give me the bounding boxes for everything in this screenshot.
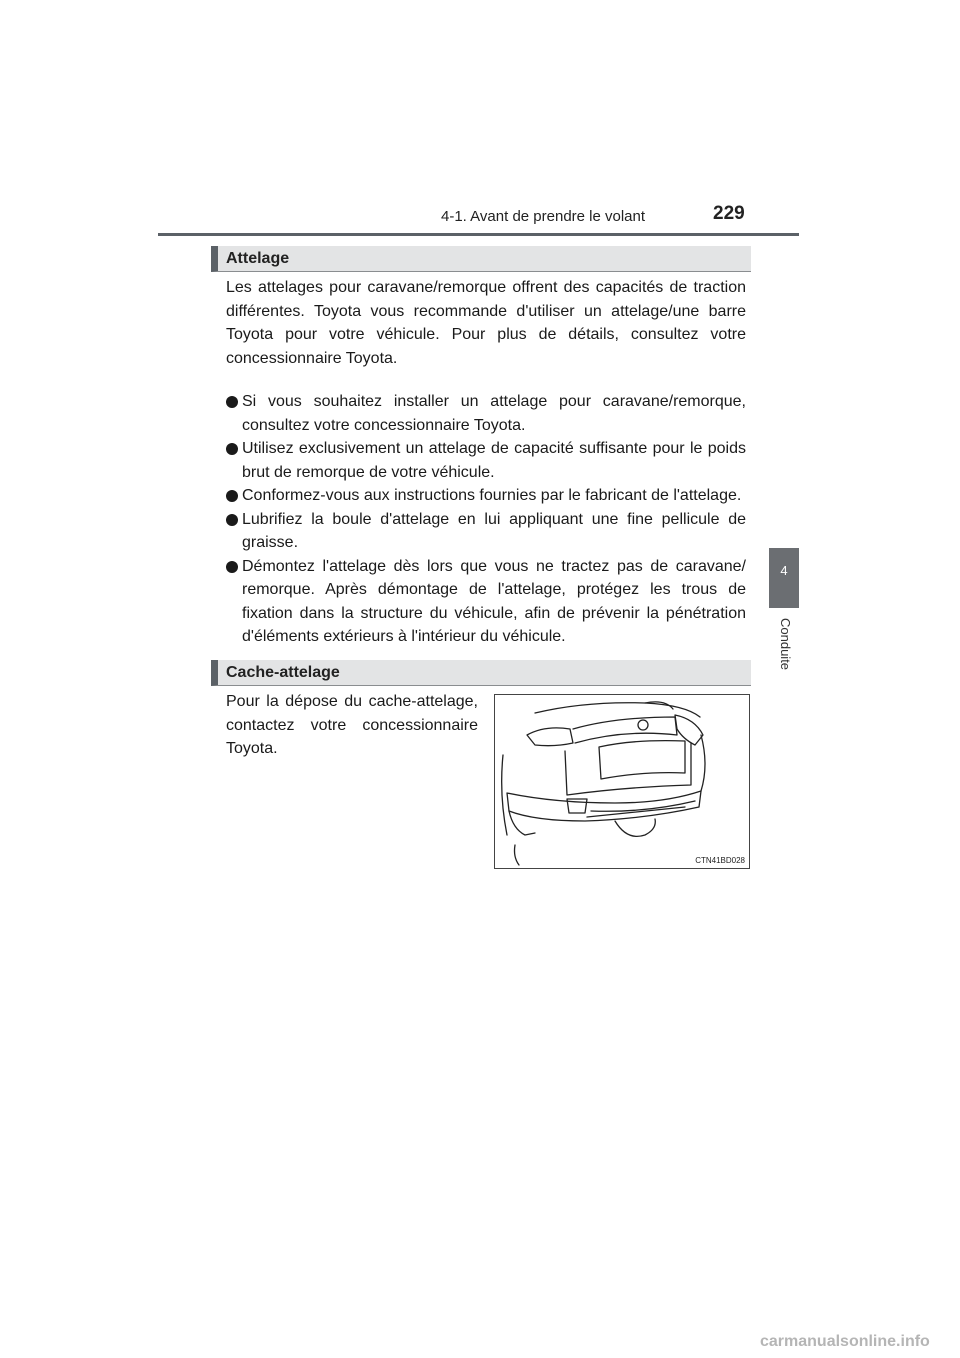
list-item-text: Conformez-vous aux instructions fournies par le fabricant de l'attelage. [242, 487, 742, 504]
list-item-text: Démontez l'attelage dès lors que vous ne tractez pas de caravane/ remorque. Après démontage de l'attelage, protégez les trous de fixation dans la structure du véhicule, afin de prévenir la pénétration d'éléments extérieurs à l'intérieur du véhicule. [242, 557, 746, 645]
list-item [226, 508, 746, 555]
bullet-icon [226, 396, 238, 408]
list-item [226, 555, 746, 649]
header-rule [158, 233, 799, 236]
section-heading-cache-attelage: Cache-attelage [211, 660, 751, 686]
cover-paragraph: Pour la dépose du cache-attelage, contactez votre concessionnaire Toyota. [226, 693, 478, 757]
bullet-icon [226, 514, 238, 526]
list-item [226, 437, 746, 484]
section-heading-attelage: Attelage [211, 246, 751, 272]
vehicle-rear-illustration [494, 694, 750, 869]
chapter-number: 4 [780, 563, 788, 578]
page-number: 229 [713, 203, 745, 224]
bullet-icon [226, 561, 238, 573]
header-section-title: 4-1. Avant de prendre le volant [441, 208, 646, 225]
figure-code: CTN41BD028 [695, 856, 745, 865]
list-item [226, 390, 746, 437]
chapter-tab [769, 548, 799, 608]
watermark-text: carmanualsonline.info [760, 1333, 930, 1350]
chapter-label: Conduite [778, 618, 793, 671]
list-item-text: Si vous souhaitez installer un attelage pour caravane/remorque, consultez votre concessionnaire Toyota. [242, 393, 746, 434]
car-rear-icon [495, 695, 749, 868]
bullet-list [226, 390, 746, 649]
list-item [226, 484, 746, 508]
list-item-text: Utilisez exclusivement un attelage de capacité suffisante pour le poids brut de remorque de votre véhicule. [242, 440, 746, 481]
bullet-icon [226, 443, 238, 455]
list-item-text: Lubrifiez la boule d'attelage en lui appliquant une fine pellicule de graisse. [242, 510, 746, 551]
bullet-icon [226, 490, 238, 502]
intro-paragraph: Les attelages pour caravane/remorque offrent des capacités de traction différentes. Toyota vous recommande d'utiliser un attelage/une barre Toyota pour votre véhicule. Pour plus de détails, consultez votre concessionnaire Toyota. [226, 279, 746, 367]
